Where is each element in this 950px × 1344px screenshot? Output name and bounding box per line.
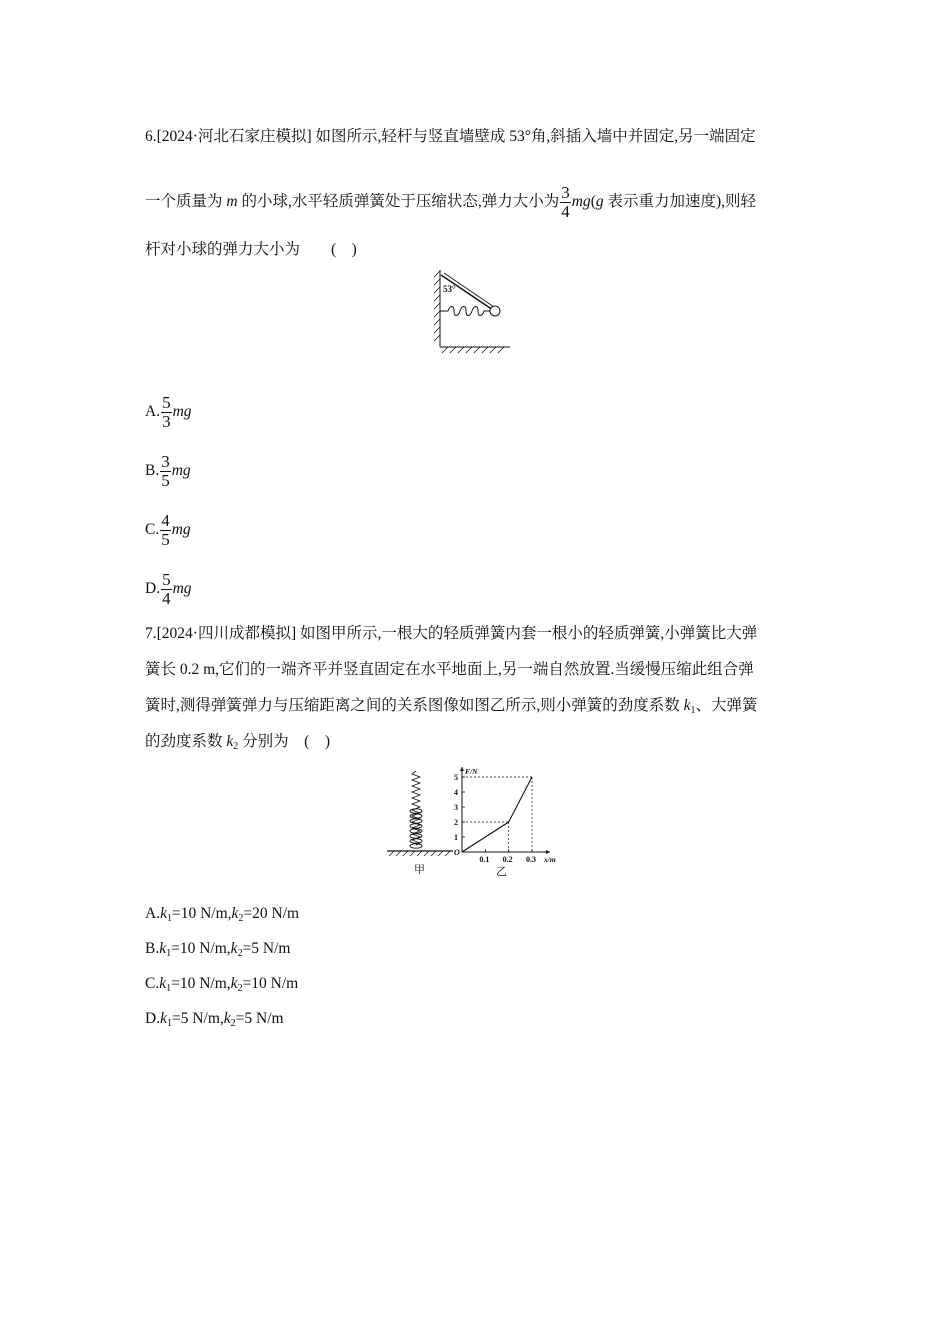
x-tick-label: 0.3 — [526, 855, 536, 864]
option-k2-sub: 2 — [230, 1018, 236, 1029]
q7-option-d[interactable] — [145, 1009, 284, 1034]
option-k2-value: =5 N/m — [235, 1010, 284, 1027]
q6-figure — [430, 265, 520, 360]
option-letter: A. — [145, 905, 161, 922]
option-unit: mg — [171, 521, 191, 539]
option-k1-value: =10 N/m, — [171, 975, 231, 992]
option-letter: B. — [145, 940, 160, 957]
fraction-numerator: 5 — [162, 570, 171, 589]
q7-subscript: 1 — [690, 705, 696, 716]
option-letter: D. — [145, 580, 161, 598]
series-line — [462, 777, 532, 852]
option-k1-var: k — [159, 975, 167, 992]
q7-line4-text-a: 的劲度系数 — [145, 733, 227, 750]
y-tick-label: 4 — [454, 788, 458, 797]
q7-var-k: k — [683, 697, 691, 714]
y-axis-label: F/N — [465, 767, 478, 776]
compressed-spring — [440, 307, 490, 316]
q6-line2-text-d: 表示重力加速度),则轻 — [603, 193, 757, 211]
q6-line1: 6.[2024·河北石家庄模拟] 如图所示,轻杆与竖直墙壁成 53°角,斜插入墙中并固定,另一端固定 — [145, 128, 756, 145]
option-k2-var: k — [223, 1010, 231, 1027]
x-axis-label: x/m — [544, 855, 556, 864]
x-axis-arrow — [546, 850, 550, 854]
option-fraction — [160, 453, 171, 490]
ground-hatching — [442, 347, 504, 353]
q6-option-a[interactable] — [145, 394, 192, 431]
option-k1-var: k — [160, 1010, 167, 1027]
q7-line3-text-a: 簧时,测得弹簧弹力与压缩距离之间的关系图像如图乙所示,则小弹簧的劲度系数 — [145, 697, 684, 714]
figure-caption-jia: 甲 — [414, 864, 425, 876]
option-letter: D. — [145, 1010, 161, 1027]
option-k1-value: =10 N/m, — [171, 905, 232, 922]
fraction-denominator: 5 — [161, 471, 170, 490]
q7-var-k: k — [226, 733, 234, 750]
q7-option-b[interactable] — [145, 939, 291, 964]
option-letter: A. — [145, 403, 161, 421]
q6-option-c[interactable] — [145, 512, 191, 549]
y-tick-label: 3 — [454, 803, 458, 812]
q7-subscript: 2 — [233, 741, 239, 752]
option-unit: mg — [172, 580, 192, 598]
q7-line4-text-b: 分别为 ( ) — [238, 733, 330, 750]
q6-var-g: g — [595, 193, 604, 211]
ball — [490, 306, 500, 316]
option-unit: mg — [172, 403, 192, 421]
q6-force-fraction — [560, 184, 571, 221]
fraction-numerator: 3 — [161, 452, 170, 471]
option-k1-sub: 1 — [166, 948, 172, 959]
q6-line2-text-a: 一个质量为 — [145, 193, 227, 211]
y-axis-arrow — [460, 767, 464, 771]
fraction-denominator: 5 — [161, 530, 170, 549]
q7-line4 — [145, 732, 330, 757]
fraction-numerator: 5 — [162, 393, 171, 412]
origin-label: O — [454, 848, 460, 857]
option-k1-sub: 1 — [166, 1018, 172, 1029]
option-k2-value: =10 N/m — [242, 975, 299, 992]
option-k1-sub: 1 — [166, 913, 172, 924]
option-k2-value: =20 N/m — [243, 905, 300, 922]
x-tick-label: 0.1 — [479, 855, 490, 864]
q6-var-mg: mg — [571, 193, 591, 211]
option-fraction — [161, 571, 172, 608]
q6-option-b[interactable] — [145, 453, 191, 490]
option-k2-sub: 2 — [238, 913, 244, 924]
q7-line1: 7.[2024·四川成都模拟] 如图甲所示,一根大的轻质弹簧内套一根小的轻质弹簧,小弹簧比大弹 — [145, 625, 758, 642]
q7-figure-jia — [385, 765, 455, 885]
option-letter: C. — [145, 975, 160, 992]
angle-label: 53° — [443, 284, 456, 294]
option-k1-var: k — [159, 940, 167, 957]
option-k2-sub: 2 — [237, 983, 243, 994]
option-k2-value: =5 N/m — [242, 940, 291, 957]
option-fraction — [161, 394, 172, 431]
rod-spring-ball-diagram — [430, 265, 520, 355]
spring-combo-diagram — [385, 765, 455, 880]
option-k1-value: =5 N/m, — [171, 1010, 224, 1027]
option-letter: B. — [145, 462, 160, 480]
option-k2-var: k — [230, 975, 238, 992]
q6-var-m: m — [226, 193, 238, 211]
ground-hatching — [389, 851, 450, 856]
y-tick-label: 2 — [454, 818, 458, 827]
q6-option-d[interactable] — [145, 571, 192, 608]
fraction-denominator: 4 — [162, 589, 171, 608]
q6-line2 — [145, 184, 756, 221]
option-k1-var: k — [160, 905, 167, 922]
option-fraction — [160, 512, 171, 549]
fraction-denominator: 3 — [162, 412, 171, 431]
figure-caption-yi: 乙 — [496, 866, 507, 878]
q7-option-c[interactable] — [145, 974, 298, 999]
option-k2-var: k — [230, 940, 238, 957]
option-k1-value: =10 N/m, — [171, 940, 231, 957]
y-tick-label: 5 — [454, 773, 458, 782]
fraction-numerator: 4 — [161, 511, 170, 530]
wall-hatching — [434, 271, 440, 341]
x-tick-label: 0.2 — [502, 855, 513, 864]
option-k2-sub: 2 — [237, 948, 243, 959]
q6-line3: 杆对小球的弹力大小为 ( ) — [145, 241, 357, 258]
q7-line3 — [145, 696, 758, 721]
q6-line2-text-b: 的小球,水平轻质弹簧处于压缩状态,弹力大小为 — [237, 193, 560, 211]
fraction-numerator: 3 — [561, 183, 570, 202]
option-k2-var: k — [231, 905, 239, 922]
q6-line2-paren: ( — [590, 193, 596, 211]
q7-option-a[interactable] — [145, 904, 299, 929]
option-k1-sub: 1 — [166, 983, 172, 994]
q7-line3-text-b: 、大弹簧 — [695, 697, 758, 714]
force-compression-chart — [448, 760, 568, 880]
q7-line2: 簧长 0.2 m,它们的一端齐平并竖直固定在水平地面上,另一端自然放置.当缓慢压缩此组合弹 — [145, 661, 754, 678]
q7-figure-yi — [448, 760, 568, 885]
fraction-denominator: 4 — [561, 202, 570, 221]
option-letter: C. — [145, 521, 160, 539]
option-unit: mg — [171, 462, 191, 480]
y-tick-label: 1 — [454, 833, 458, 842]
